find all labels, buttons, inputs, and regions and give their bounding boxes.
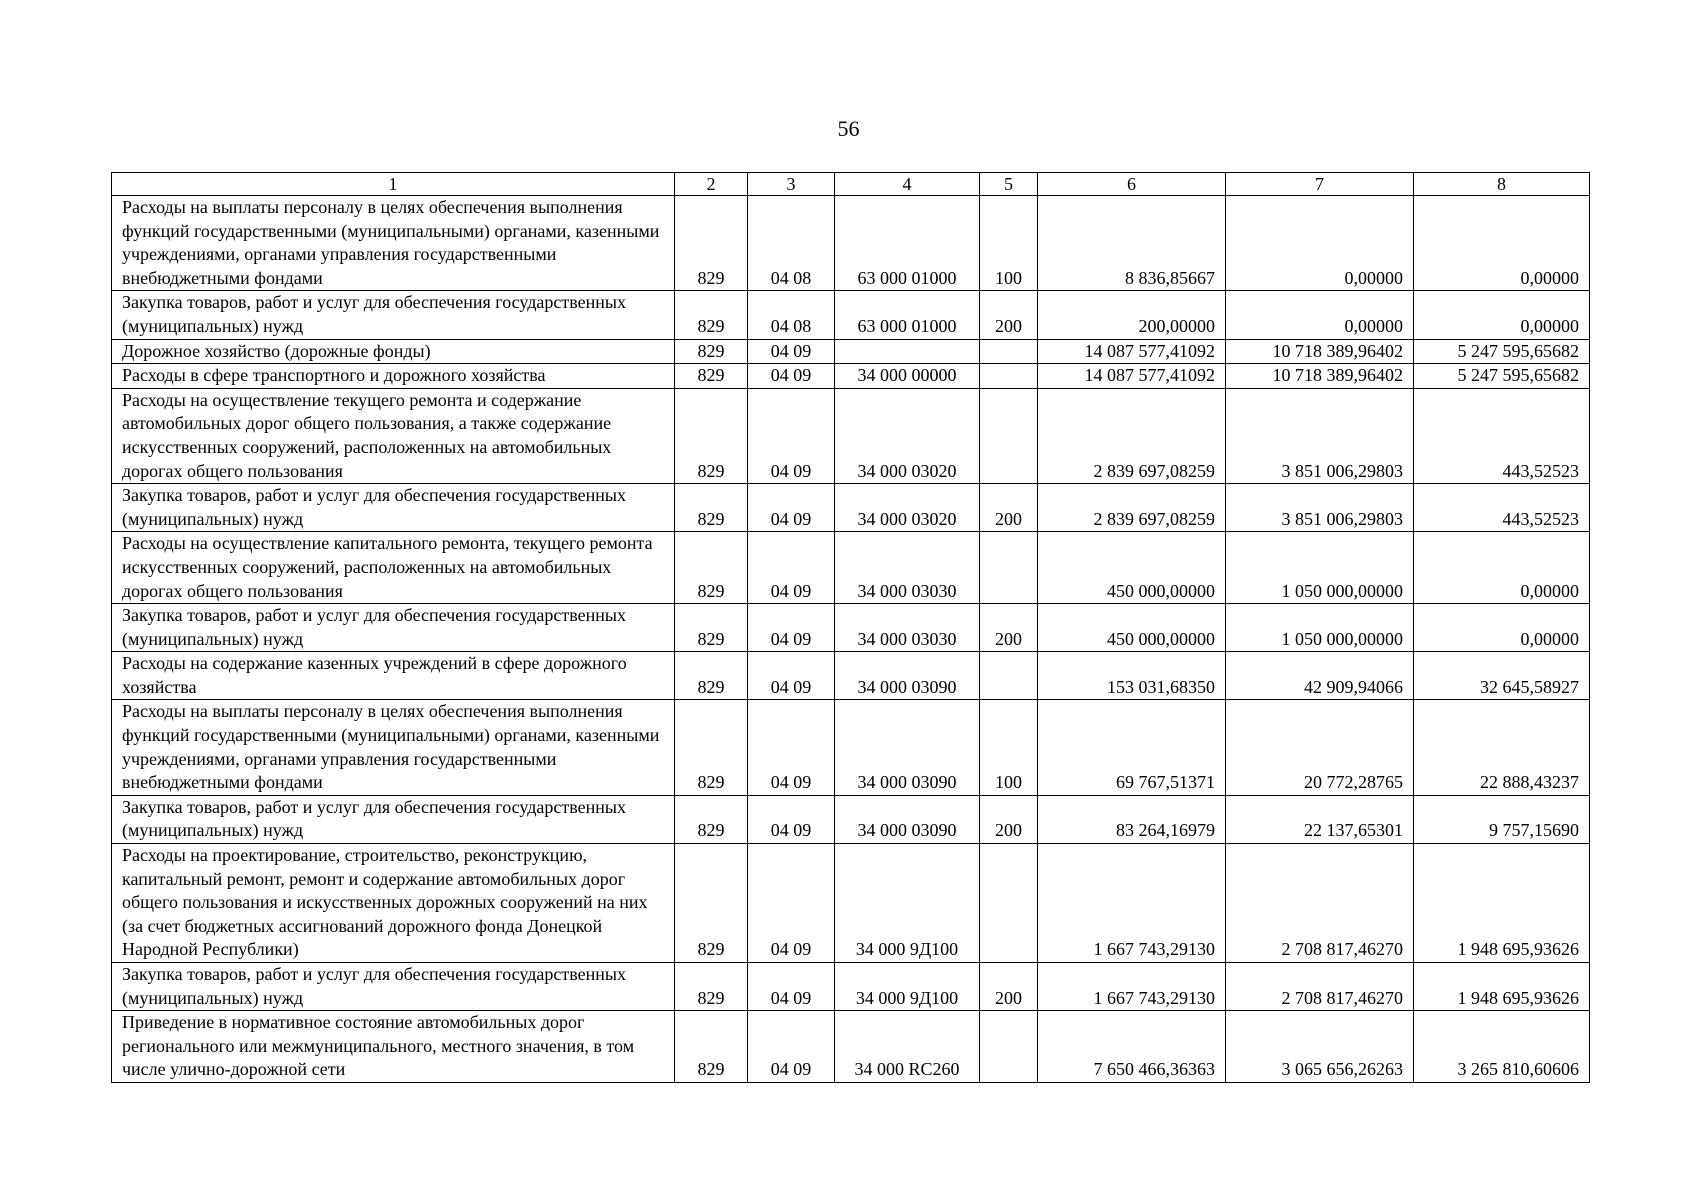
amount-col-7: 42 909,94066 <box>1226 652 1414 700</box>
column-header-3: 3 <box>748 173 835 196</box>
table-row <box>112 484 1590 532</box>
amount-col-7: 22 137,65301 <box>1226 795 1414 843</box>
column-header-5: 5 <box>980 173 1038 196</box>
amount-col-7: 1 050 000,00000 <box>1226 532 1414 604</box>
section-code: 04 09 <box>748 795 835 843</box>
amount-col-8: 1 948 695,93626 <box>1414 844 1590 963</box>
section-code: 04 08 <box>748 196 835 291</box>
ministry-code: 829 <box>675 196 748 291</box>
table-row <box>112 339 1590 364</box>
amount-col-8: 0,00000 <box>1414 532 1590 604</box>
ministry-code: 829 <box>675 364 748 389</box>
amount-col-7: 10 718 389,96402 <box>1226 364 1414 389</box>
expense-type-code: 200 <box>980 291 1038 339</box>
section-code: 04 09 <box>748 844 835 963</box>
expense-type-code <box>980 1011 1038 1083</box>
section-code: 04 09 <box>748 1011 835 1083</box>
ministry-code: 829 <box>675 844 748 963</box>
amount-col-8: 0,00000 <box>1414 604 1590 652</box>
table-row <box>112 532 1590 604</box>
row-description: Расходы в сфере транспортного и дорожного хозяйства <box>112 364 675 389</box>
table-row <box>112 844 1590 963</box>
amount-col-6: 69 767,51371 <box>1038 700 1226 795</box>
target-article-code: 34 000 03030 <box>835 532 980 604</box>
table-row <box>112 291 1590 339</box>
table-row <box>112 364 1590 389</box>
amount-col-8: 1 948 695,93626 <box>1414 963 1590 1011</box>
amount-col-6: 8 836,85667 <box>1038 196 1226 291</box>
row-description: Закупка товаров, работ и услуг для обеспечения государственных (муниципальных) нужд <box>112 963 675 1011</box>
amount-col-8: 443,52523 <box>1414 388 1590 483</box>
ministry-code: 829 <box>675 963 748 1011</box>
section-code: 04 09 <box>748 364 835 389</box>
section-code: 04 09 <box>748 700 835 795</box>
expense-type-code <box>980 339 1038 364</box>
target-article-code: 34 000 03090 <box>835 700 980 795</box>
amount-col-8: 9 757,15690 <box>1414 795 1590 843</box>
amount-col-8: 0,00000 <box>1414 291 1590 339</box>
row-description: Дорожное хозяйство (дорожные фонды) <box>112 339 675 364</box>
amount-col-6: 200,00000 <box>1038 291 1226 339</box>
column-header-2: 2 <box>675 173 748 196</box>
target-article-code: 34 000 03020 <box>835 484 980 532</box>
section-code: 04 09 <box>748 339 835 364</box>
section-code: 04 09 <box>748 532 835 604</box>
row-description: Закупка товаров, работ и услуг для обеспечения государственных (муниципальных) нужд <box>112 484 675 532</box>
target-article-code: 34 000 9Д100 <box>835 963 980 1011</box>
amount-col-7: 10 718 389,96402 <box>1226 339 1414 364</box>
amount-col-8: 22 888,43237 <box>1414 700 1590 795</box>
target-article-code: 34 000 RC260 <box>835 1011 980 1083</box>
ministry-code: 829 <box>675 291 748 339</box>
column-header-6: 6 <box>1038 173 1226 196</box>
ministry-code: 829 <box>675 795 748 843</box>
expense-type-code <box>980 844 1038 963</box>
row-description: Закупка товаров, работ и услуг для обеспечения государственных (муниципальных) нужд <box>112 604 675 652</box>
table-header <box>112 173 1590 196</box>
amount-col-6: 153 031,68350 <box>1038 652 1226 700</box>
table-row <box>112 963 1590 1011</box>
row-description: Расходы на выплаты персоналу в целях обеспечения выполнения функций государственными (муниципальными) органами, казенными учреждениями, органами управления государственными внебюджетными фондами <box>112 700 675 795</box>
table-row <box>112 604 1590 652</box>
table-row <box>112 388 1590 483</box>
amount-col-6: 7 650 466,36363 <box>1038 1011 1226 1083</box>
expense-type-code <box>980 652 1038 700</box>
table-body <box>112 196 1590 1083</box>
amount-col-8: 3 265 810,60606 <box>1414 1011 1590 1083</box>
ministry-code: 829 <box>675 1011 748 1083</box>
table-row <box>112 196 1590 291</box>
target-article-code: 34 000 03030 <box>835 604 980 652</box>
section-code: 04 09 <box>748 652 835 700</box>
ministry-code: 829 <box>675 388 748 483</box>
expense-type-code: 100 <box>980 196 1038 291</box>
row-description: Расходы на проектирование, строительство, реконструкцию, капитальный ремонт, ремонт и содержание автомобильных дорог общего пользования и искусственных дорожных сооружений на них (за счет бюджетных ассигнований дорожного фонда Донецкой Народной Республики) <box>112 844 675 963</box>
expense-type-code: 200 <box>980 484 1038 532</box>
amount-col-6: 450 000,00000 <box>1038 532 1226 604</box>
target-article-code: 63 000 01000 <box>835 196 980 291</box>
ministry-code: 829 <box>675 339 748 364</box>
section-code: 04 09 <box>748 388 835 483</box>
amount-col-8: 32 645,58927 <box>1414 652 1590 700</box>
amount-col-7: 20 772,28765 <box>1226 700 1414 795</box>
amount-col-7: 2 708 817,46270 <box>1226 844 1414 963</box>
expense-type-code <box>980 364 1038 389</box>
target-article-code: 34 000 03020 <box>835 388 980 483</box>
row-description: Расходы на содержание казенных учреждений в сфере дорожного хозяйства <box>112 652 675 700</box>
row-description: Расходы на осуществление капитального ремонта, текущего ремонта искусственных сооружений, расположенных на автомобильных дорогах общего пользования <box>112 532 675 604</box>
expense-type-code <box>980 388 1038 483</box>
table-row <box>112 652 1590 700</box>
ministry-code: 829 <box>675 484 748 532</box>
amount-col-7: 2 708 817,46270 <box>1226 963 1414 1011</box>
amount-col-6: 2 839 697,08259 <box>1038 484 1226 532</box>
budget-table <box>111 172 1590 1083</box>
expense-type-code: 100 <box>980 700 1038 795</box>
ministry-code: 829 <box>675 532 748 604</box>
page-number: 56 <box>837 116 860 141</box>
amount-col-6: 450 000,00000 <box>1038 604 1226 652</box>
row-description: Расходы на выплаты персоналу в целях обеспечения выполнения функций государственными (муниципальными) органами, казенными учреждениями, органами управления государственными внебюджетными фондами <box>112 196 675 291</box>
amount-col-8: 5 247 595,65682 <box>1414 339 1590 364</box>
amount-col-7: 0,00000 <box>1226 196 1414 291</box>
section-code: 04 09 <box>748 604 835 652</box>
target-article-code: 34 000 03090 <box>835 652 980 700</box>
amount-col-6: 14 087 577,41092 <box>1038 339 1226 364</box>
section-code: 04 08 <box>748 291 835 339</box>
amount-col-6: 2 839 697,08259 <box>1038 388 1226 483</box>
amount-col-7: 3 065 656,26263 <box>1226 1011 1414 1083</box>
table-row <box>112 1011 1590 1083</box>
amount-col-6: 1 667 743,29130 <box>1038 844 1226 963</box>
amount-col-8: 443,52523 <box>1414 484 1590 532</box>
amount-col-7: 1 050 000,00000 <box>1226 604 1414 652</box>
column-header-8: 8 <box>1414 173 1590 196</box>
section-code: 04 09 <box>748 484 835 532</box>
table-row <box>112 700 1590 795</box>
amount-col-6: 14 087 577,41092 <box>1038 364 1226 389</box>
amount-col-8: 0,00000 <box>1414 196 1590 291</box>
ministry-code: 829 <box>675 604 748 652</box>
header-row <box>112 173 1590 196</box>
expense-type-code <box>980 532 1038 604</box>
amount-col-7: 3 851 006,29803 <box>1226 388 1414 483</box>
amount-col-6: 83 264,16979 <box>1038 795 1226 843</box>
ministry-code: 829 <box>675 652 748 700</box>
ministry-code: 829 <box>675 700 748 795</box>
amount-col-8: 5 247 595,65682 <box>1414 364 1590 389</box>
section-code: 04 09 <box>748 963 835 1011</box>
column-header-1: 1 <box>112 173 675 196</box>
row-description: Приведение в нормативное состояние автомобильных дорог регионального или межмуниципального, местного значения, в том числе улично-дорожной сети <box>112 1011 675 1083</box>
amount-col-6: 1 667 743,29130 <box>1038 963 1226 1011</box>
column-header-7: 7 <box>1226 173 1414 196</box>
expense-type-code: 200 <box>980 604 1038 652</box>
row-description: Закупка товаров, работ и услуг для обеспечения государственных (муниципальных) нужд <box>112 291 675 339</box>
target-article-code: 34 000 00000 <box>835 364 980 389</box>
target-article-code: 34 000 03090 <box>835 795 980 843</box>
amount-col-7: 0,00000 <box>1226 291 1414 339</box>
target-article-code: 34 000 9Д100 <box>835 844 980 963</box>
expense-type-code: 200 <box>980 963 1038 1011</box>
target-article-code: 63 000 01000 <box>835 291 980 339</box>
column-header-4: 4 <box>835 173 980 196</box>
expense-type-code: 200 <box>980 795 1038 843</box>
amount-col-7: 3 851 006,29803 <box>1226 484 1414 532</box>
target-article-code <box>835 339 980 364</box>
row-description: Расходы на осуществление текущего ремонта и содержание автомобильных дорог общего пользования, а также содержание искусственных сооружений, расположенных на автомобильных дорогах общего пользования <box>112 388 675 483</box>
table-row <box>112 795 1590 843</box>
row-description: Закупка товаров, работ и услуг для обеспечения государственных (муниципальных) нужд <box>112 795 675 843</box>
